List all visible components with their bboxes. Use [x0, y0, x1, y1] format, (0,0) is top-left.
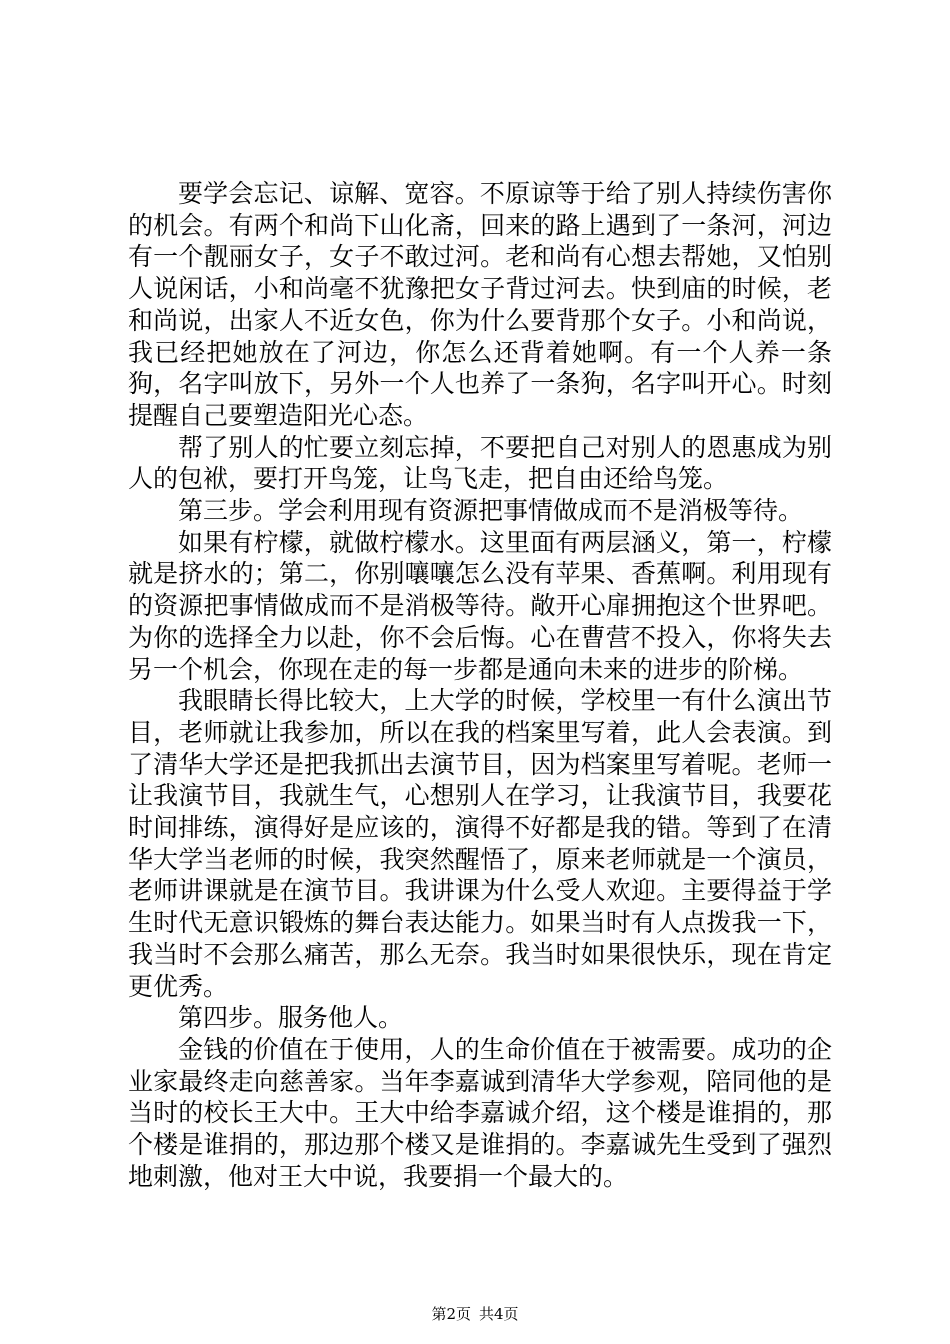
- page-total: 共4页: [479, 1305, 519, 1323]
- paragraph: 如果有柠檬，就做柠檬水。这里面有两层涵义，第一，柠檬就是挤水的；第二，你别嚷嚷怎么没有苹果、香蕉啊。利用现有的资源把事情做成而不是消极等待。敞开心扉拥抱这个世界吧。为你的选择全力以赴，你不会后悔。心在曹营不投入，你将失去另一个机会，你现在走的每一步都是通向未来的进步的阶梯。: [128, 527, 832, 684]
- paragraph: 帮了别人的忙要立刻忘掉，不要把自己对别人的恩惠成为别人的包袱，要打开鸟笼，让鸟飞走，把自由还给鸟笼。: [128, 432, 832, 494]
- document-body: [128, 178, 832, 1193]
- paragraph: 要学会忘记、谅解、宽容。不原谅等于给了别人持续伤害你的机会。有两个和尚下山化斋，回来的路上遇到了一条河，河边有一个靓丽女子，女子不敢过河。老和尚有心想去帮她，又怕别人说闲话，小和尚毫不犹豫把女子背过河去。快到庙的时候，老和尚说，出家人不近女色，你为什么要背那个女子。小和尚说，我已经把她放在了河边，你怎么还背着她啊。有一个人养一条狗，名字叫放下，另外一个人也养了一条狗，名字叫开心。时刻提醒自己要塑造阳光心态。: [128, 179, 832, 430]
- step-heading: 第四步。服务他人。: [178, 1003, 404, 1033]
- paragraph: 我眼睛长得比较大，上大学的时候，学校里一有什么演出节目，老师就让我参加，所以在我的档案里写着，此人会表演。到了清华大学还是把我抓出去演节目，因为档案里写着呢。老师一让我演节目，我就生气，心想别人在学习，让我演节目，我要花时间排练，演得好是应该的，演得不好都是我的错。等到了在清华大学当老师的时候，我突然醒悟了，原来老师就是一个演员，老师讲课就是在演节目。我讲课为什么受人欢迎。主要得益于学生时代无意识锻炼的舞台表达能力。如果当时有人点拨我一下，我当时不会那么痛苦，那么无奈。我当时如果很快乐，现在肯定更优秀。: [128, 686, 832, 1001]
- page-number: 第2页: [431, 1305, 471, 1323]
- paragraph: 金钱的价值在于使用，人的生命价值在于被需要。成功的企业家最终走向慈善家。当年李嘉诚到清华大学参观，陪同他的是当时的校长王大中。王大中给李嘉诚介绍，这个楼是谁捐的，那个楼是谁捐的，那边那个楼又是谁捐的。李嘉诚先生受到了强烈地刺激，他对王大中说，我要捐一个最大的。: [128, 1034, 832, 1191]
- step-heading: 第三步。学会利用现有资源把事情做成而不是消极等待。: [178, 496, 804, 526]
- page-footer: [0, 1304, 950, 1324]
